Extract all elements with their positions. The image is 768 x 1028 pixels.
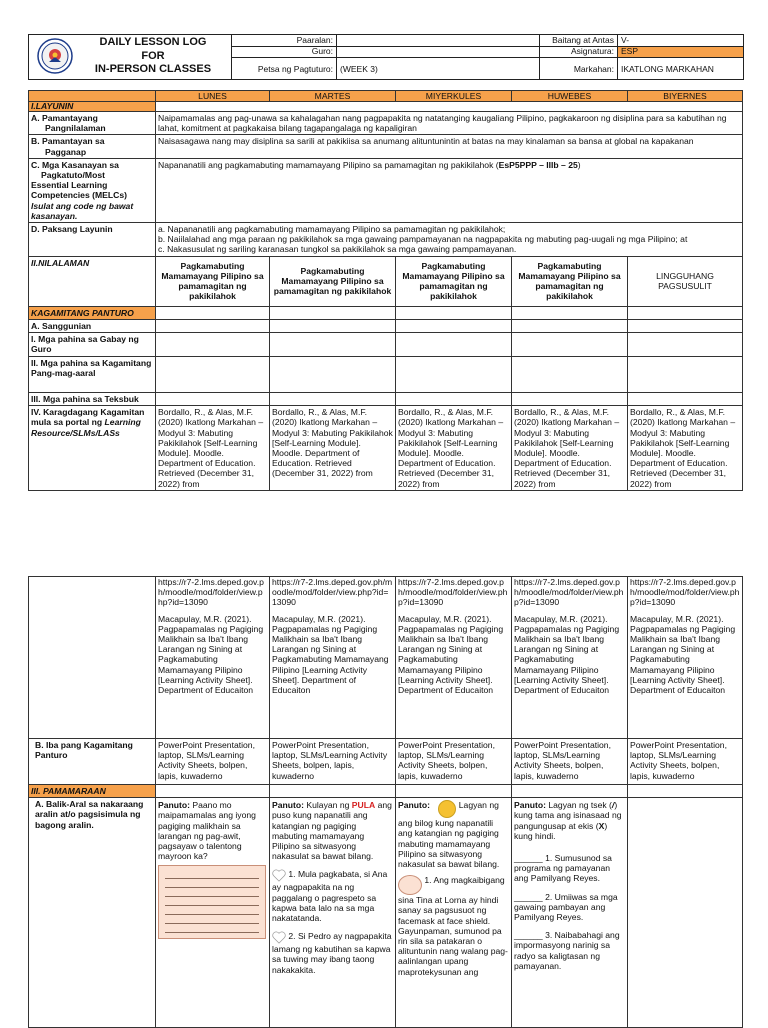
paksang-layunin-text (156, 223, 743, 257)
melcs-close: ) (577, 159, 581, 170)
spacer (272, 923, 393, 931)
kagamitang-mag-aaral-row (29, 357, 743, 393)
paaralan-label: Paaralan: (296, 35, 333, 45)
melcs-label-5: Isulat ang code ng bawat kasanayan. (31, 200, 134, 221)
empty-cell (270, 785, 396, 798)
answer-line (165, 906, 259, 915)
pamantayang-pangnilalaman-text: Naipamamalas ang pag-unawa sa kahalagahan nang pagpapakita ng natatanging kaugaliang Pilipino, pagkakaroon ng disiplina para sa kabutihan ng lahat, komitment at pagkakaisa bilang tagapangalaga ng kapaligiran (156, 112, 743, 135)
melcs-label-1: C. Mga Kasanayan sa (31, 159, 119, 170)
kagamitang-panturo-row (29, 306, 743, 319)
deped-seal-icon (37, 38, 73, 74)
panuto-label: Panuto: (398, 800, 430, 811)
nilalaman-biyernes: LINGGUHANG PAGSUSULIT (628, 256, 743, 306)
asignatura-field[interactable]: ESP (621, 46, 639, 56)
lesson-log-title (75, 36, 231, 77)
guro-label: Guro: (311, 46, 333, 56)
answer-line (165, 897, 259, 906)
sanggunian-label: A. Sanggunian (29, 319, 156, 332)
martes-item-1-text: 1. Mula pagkabata, si Ana ay nagpapakita na ng paggalang o pagrespeto sa kapwa bata lalo na sa mga nakatatanda. (272, 869, 388, 924)
gabay-guro-label: I. Mga pahina sa Gabay ng Guro (29, 333, 156, 357)
iba-pang-kagamitan-row (29, 739, 743, 785)
markahan-label: Markahan: (573, 64, 614, 74)
empty-cell (628, 306, 743, 319)
sanggunian-row (29, 319, 743, 332)
spacer (514, 884, 625, 892)
petsa-field[interactable]: (WEEK 3) (340, 64, 378, 74)
pamantayan-sa-pagganap-label-1: B. Pamantayan sa (31, 136, 105, 147)
panuto-label: Panuto: (514, 800, 546, 811)
melcs-code: EsP5PPP – IIIb – 25 (498, 159, 578, 170)
day-header-biyernes: BIYERNES (628, 91, 743, 102)
asignatura-label: Asignatura: (571, 46, 614, 56)
nilalaman-row (29, 256, 743, 306)
empty-cell (270, 319, 396, 332)
huwebes-item-1[interactable]: ______ 1. Sumusunod sa programa ng pamayanan ang Pamilyang Reyes. (514, 853, 612, 884)
reference-continuation-biyernes (628, 577, 743, 739)
empty-cell (396, 785, 512, 798)
nilalaman-label: II.NILALAMAN (29, 256, 156, 306)
empty-cell (628, 393, 743, 406)
martes-item-2 (272, 931, 393, 975)
baitang-field[interactable]: V- (621, 35, 630, 45)
reference-huwebes: Bordallo, R., & Alas, M.F. (2020) Ikatlong Markahan – Modyul 3: Mabuting Pakikilahok [Self-Learning Module]. Moodle. Department of Education. Retrieved (December 31, 2022) from (512, 406, 628, 491)
miyerkules-item-1-text: 1. Ang magkaibigang sina Tina at Lorna ay hindi sanay sa pagsusuot ng facemask at face shield. Gayunpaman, sumunod pa rin sila sa patakaran o alituntunin nang walang pag-aalinlangan upang maprotekysunan ang (398, 875, 508, 977)
lunes-instruction-text: Paano mo maipamamalas ang iyong pagiging malikhain sa larangan ng pag-awit, pagsayaw o talentong mayroon ka? (158, 800, 256, 862)
melcs-label-3: Essential Learning (31, 180, 108, 191)
answer-line (165, 888, 259, 897)
heart-icon[interactable] (272, 869, 286, 882)
reference-continuation-miyerkules (396, 577, 512, 739)
paksang-layunin-row (29, 223, 743, 257)
spacer (514, 841, 625, 853)
reference-continuation-martes (270, 577, 396, 739)
teksbuk-label: III. Mga pahina sa Teksbuk (29, 393, 156, 406)
pamantayan-sa-pagganap-text: Naisasagawa nang may disiplina sa sarili at pakikiisa sa anumang alituntunintin at batas na may kinalaman sa bansa at global na kapakanan (156, 135, 743, 158)
empty-cell (156, 333, 270, 357)
empty-cell (156, 306, 270, 319)
url-reference[interactable]: https://r7-2.lms.deped.gov.ph/moodle/mod/folder/view.php?id=13090 (272, 577, 393, 608)
title-line-2: FOR (141, 49, 165, 62)
kagamitang-mag-aaral-label: II. Mga pahina sa Kagamitang Pang-mag-aaral (29, 357, 156, 393)
martes-item-1 (272, 869, 393, 923)
spacer (272, 861, 393, 869)
url-reference[interactable]: https://r7-2.lms.deped.gov.ph/moodle/mod/folder/view.php?id=13090 (630, 577, 740, 608)
martes-item-2-text: 2. Si Pedro ay nagpapakita lamang ng kabutihan sa kapwa sa tuwing may ibang taong nakakakita. (272, 931, 392, 975)
empty-cell (156, 785, 270, 798)
macapulay-reference: Macapulay, M.R. (2021). Pagpapamalas ng Pagiging Malikhain sa Iba't Ibang Larangan ng Sining at Pagkamabuting Mamamayang Pilipino [Learning Activity Sheet]. Department of Educaiton (158, 613, 264, 696)
empty-cell (512, 306, 628, 319)
empty-cell (156, 393, 270, 406)
kagamitang-panturo-label: KAGAMITANG PANTURO (29, 306, 156, 319)
pamantayan-sa-pagganap-row (29, 135, 743, 158)
layunin-section-label: I.LAYUNIN (29, 102, 156, 112)
teksbuk-row (29, 393, 743, 406)
melcs-text-cell (156, 158, 743, 222)
x-symbol: X (598, 820, 605, 831)
paksang-layunin-a: a. Napananatili ang pagkamabuting mamamayang Pilipino sa pamamagitan ng pakikilahok; (158, 224, 506, 235)
panuto-label: Panuto: (272, 800, 304, 811)
huwebes-item-3[interactable]: ______ 3. Naibabahagi ang impormasyong narinig sa radyo sa kaligtasan ng pamayanan. (514, 930, 620, 971)
iba-pang-kagamitan-miyerkules: PowerPoint Presentation, laptop, SLMs/Learning Activity Sheets, bolpen, lapis, kuwaderno (396, 739, 512, 785)
huwebes-instruction (514, 800, 625, 841)
macapulay-reference: Macapulay, M.R. (2021). Pagpapamalas ng Pagiging Malikhain sa Iba't Ibang Larangan ng Sining at Pagkamabuting Mamamayang Pilipino [Learning Activity Sheet]. Department of Educaiton (272, 613, 389, 696)
answer-line (165, 924, 259, 933)
header-divider (231, 57, 743, 58)
balik-aral-row (29, 798, 743, 1028)
nilalaman-huwebes: Pagkamabuting Mamamayang Pilipino sa pamamagitan ng pakikilahok (512, 256, 628, 306)
pamantayang-pangnilalaman-label (29, 112, 156, 135)
empty-cell (396, 393, 512, 406)
balik-aral-lunes (156, 798, 270, 1028)
empty-cell (512, 393, 628, 406)
reference-lunes: Bordallo, R., & Alas, M.F. (2020) Ikatlong Markahan – Modyul 3: Mabuting Pakikilahok [Self-Learning Module]. Moodle. Department of Education. Retrieved (December 31, 2022) from (156, 406, 270, 491)
empty-cell (628, 319, 743, 332)
balik-aral-martes (270, 798, 396, 1028)
url-reference[interactable]: https://r7-2.lms.deped.gov.ph/moodle/mod/folder/view.php?id=13090 (398, 577, 508, 608)
lesson-plan-table-page-1 (28, 90, 743, 491)
pamantayan-sa-pagganap-label-2: Pagganap (45, 146, 87, 157)
lesson-log-header (28, 34, 744, 80)
empty-cell (396, 319, 512, 332)
pamamaraan-section-row (29, 785, 743, 798)
days-header-row (29, 91, 743, 102)
huwebes-instruction-pre: Lagyan ng tsek ( (548, 800, 612, 811)
answer-circle-icon[interactable] (398, 875, 422, 895)
lr-portal-row (29, 406, 743, 491)
iba-pang-kagamitan-lunes: PowerPoint Presentation, laptop, SLMs/Learning Activity Sheets, bolpen, lapis, kuwaderno (156, 739, 270, 785)
miyerkules-instruction (398, 800, 509, 869)
gabay-guro-row (29, 333, 743, 357)
empty-cell (512, 785, 628, 798)
paksang-layunin-label: D. Paksang Layunin (29, 223, 156, 257)
empty-cell (270, 393, 396, 406)
reference-miyerkules: Bordallo, R., & Alas, M.F. (2020) Ikatlong Markahan – Modyul 3: Mabuting Pakikilahok [Self-Learning Module]. Moodle. Department of Education. Retrieved (December 31, 2022) from (396, 406, 512, 491)
title-line-3: IN-PERSON CLASSES (94, 63, 212, 75)
empty-cell (270, 357, 396, 393)
empty-cell (512, 333, 628, 357)
empty-cell (628, 333, 743, 357)
huwebes-item-2[interactable]: ______ 2. Umiiwas sa mga gawaing pambayan ang Pamilyang Reyes. (514, 891, 618, 923)
balik-aral-huwebes (512, 798, 628, 1028)
iba-pang-kagamitan-huwebes: PowerPoint Presentation, laptop, SLMs/Learning Activity Sheets, bolpen, lapis, kuwaderno (512, 739, 628, 785)
empty-cell (512, 319, 628, 332)
balik-aral-biyernes (628, 798, 743, 1028)
baitang-label: Baitang at Antas (552, 35, 614, 45)
pamantayang-pangnilalaman-label-1: A. Pamantayang (31, 113, 98, 123)
balik-aral-label: A. Balik-Aral sa nakaraang aralin at/o pagsisimula ng bagong aralin. (29, 798, 156, 1028)
reference-martes: Bordallo, R., & Alas, M.F. (2020) Ikatlong Markahan – Modyul 3: Mabuting Pakikilahok [Self-Learning Module]. Moodle. Department of Education. Retrieved (December 31, 2022) from (270, 406, 396, 491)
lunes-instruction (158, 800, 267, 861)
lesson-plan-table-page-2 (28, 576, 743, 1028)
url-reference[interactable]: https://r7-2.lms.deped.gov.ph/moodle/mod/folder/view.php?id=13090 (514, 577, 624, 608)
pamantayan-sa-pagganap-label (29, 135, 156, 158)
empty-cell (628, 357, 743, 393)
empty-cell (628, 785, 743, 798)
iba-pang-kagamitan-biyernes: PowerPoint Presentation, laptop, SLMs/Learning Activity Sheets, bolpen, lapis, kuwaderno (628, 739, 743, 785)
day-header-martes: MARTES (270, 91, 396, 102)
empty-cell (156, 357, 270, 393)
pamantayang-pangnilalaman-row (29, 112, 743, 135)
day-header-miyerkules: MIYERKULES (396, 91, 512, 102)
nilalaman-martes: Pagkamabuting Mamamayang Pilipino sa pamamagitan ng pakikilahok (270, 256, 396, 306)
martes-instruction-post: ang puso kung napanatili ang katangian ng pagiging mabuting mamamayang Pilipino sa sitwasyong nakasulat sa bawat bilang. (272, 800, 392, 862)
melcs-label-2: Pagkatuto/Most (41, 170, 105, 181)
spacer (514, 922, 625, 930)
melcs-label (29, 158, 156, 222)
empty-cell (512, 357, 628, 393)
url-reference[interactable]: https://r7-2.lms.deped.gov.ph/moodle/mod/folder/view.php?id=13090 (158, 577, 264, 608)
day-header-huwebes: HUWEBES (512, 91, 628, 102)
melcs-row (29, 158, 743, 222)
balik-aral-miyerkules (396, 798, 512, 1028)
miyerkules-item-1 (398, 875, 509, 977)
days-header-blank (29, 91, 156, 102)
answer-line (165, 879, 259, 888)
pamamaraan-section-label: III. PAMAMARAAN (29, 785, 156, 798)
macapulay-reference: Macapulay, M.R. (2021). Pagpapamalas ng Pagiging Malikhain sa Iba't Ibang Larangan ng Sining at Pagkamabuting Mamamayang Pilipino [Learning Activity Sheet]. Department of Educaiton (630, 613, 736, 696)
layunin-section-blank (156, 102, 743, 112)
lr-portal-label-2: Learning Resource/SLMs/LASs (31, 417, 141, 438)
title-line-1: DAILY LESSON LOG (99, 36, 207, 48)
paksang-layunin-c: c. Nakasusulat ng sariling karanasan tungkol sa pakikilahok sa mga gawaing pampamayanan. (158, 244, 517, 255)
lr-portal-label (29, 406, 156, 491)
empty-cell (270, 333, 396, 357)
markahan-field[interactable]: IKATLONG MARKAHAN (621, 64, 714, 74)
empty-cell (396, 333, 512, 357)
reference-biyernes: Bordallo, R., & Alas, M.F. (2020) Ikatlong Markahan – Modyul 3: Mabuting Pakikilahok [Self-Learning Module]. Moodle. Department of Education. Retrieved (December 31, 2022) from (628, 406, 743, 491)
iba-pang-kagamitan-martes: PowerPoint Presentation, laptop, SLMs/Learning Activity Sheets, bolpen, lapis, kuwaderno (270, 739, 396, 785)
martes-instruction-pre: Kulayan ng (306, 800, 352, 811)
day-header-lunes: LUNES (156, 91, 270, 102)
heart-icon[interactable] (272, 931, 286, 944)
nilalaman-miyerkules: Pagkamabuting Mamamayang Pilipino sa pamamagitan ng pakikilahok (396, 256, 512, 306)
yellow-circle-icon (438, 800, 456, 818)
reference-continuation-label (29, 577, 156, 739)
paksang-layunin-b: b. Naiilalahad ang mga paraan ng pakikilahok sa mga gawaing pampamayanan na nagpapakita ng mabuting pag-uugali ng mga Pilipino; at (158, 234, 688, 245)
melcs-text: Napananatili ang pagkamabuting mamamayang Pilipino sa pamamagitan ng pakikilahok ( (158, 159, 499, 170)
reference-continuation-lunes (156, 577, 270, 739)
empty-cell (156, 319, 270, 332)
pamantayang-pangnilalaman-label-2: Pangnilalaman (45, 123, 106, 134)
iba-pang-kagamitan-label: B. Iba pang Kagamitang Panturo (29, 739, 156, 785)
empty-cell (396, 357, 512, 393)
empty-cell (396, 306, 512, 319)
macapulay-reference: Macapulay, M.R. (2021). Pagpapamalas ng Pagiging Malikhain sa Iba't Ibang Larangan ng Sining at Pagkamabuting Mamamayang Pilipino [Learning Activity Sheet]. Department of Educaiton (514, 613, 620, 696)
answer-line (165, 870, 259, 879)
reference-continuation-row (29, 577, 743, 739)
panuto-label: Panuto: (158, 800, 190, 811)
macapulay-reference: Macapulay, M.R. (2021). Pagpapamalas ng Pagiging Malikhain sa Iba't Ibang Larangan ng Sining at Pagkamabuting Mamamayang Pilipino [Learning Activity Sheet]. Department of Educaiton (398, 613, 504, 696)
lr-portal-label-1: IV. Karagdagang Kagamitan mula sa portal ng (31, 407, 145, 428)
martes-instruction (272, 800, 393, 861)
miyerkules-instruction-text: Lagyan ng ang bilog kung napanatili ang katangian ng pagiging mabuting mamamayang Pilipino sa sitwasyong nakasulat sa bawat bilang. (398, 800, 500, 870)
check-symbol: / (611, 800, 615, 811)
answer-lines-box[interactable] (158, 865, 266, 939)
petsa-label: Petsa ng Pagtuturo: (257, 64, 333, 74)
huwebes-instruction-post: ) kung hindi. (514, 820, 608, 841)
reference-continuation-huwebes (512, 577, 628, 739)
melcs-label-4: Competencies (MELCs) (31, 190, 127, 201)
martes-instruction-red: PULA (351, 800, 376, 811)
huwebes-instruction-mid: ) kung tama ang isinasaad ng pangungusap at ekis ( (514, 800, 622, 831)
layunin-section-row (29, 102, 743, 112)
empty-cell (270, 306, 396, 319)
answer-line (165, 915, 259, 924)
nilalaman-lunes: Pagkamabuting Mamamayang Pilipino sa pamamagitan ng pakikilahok (156, 256, 270, 306)
